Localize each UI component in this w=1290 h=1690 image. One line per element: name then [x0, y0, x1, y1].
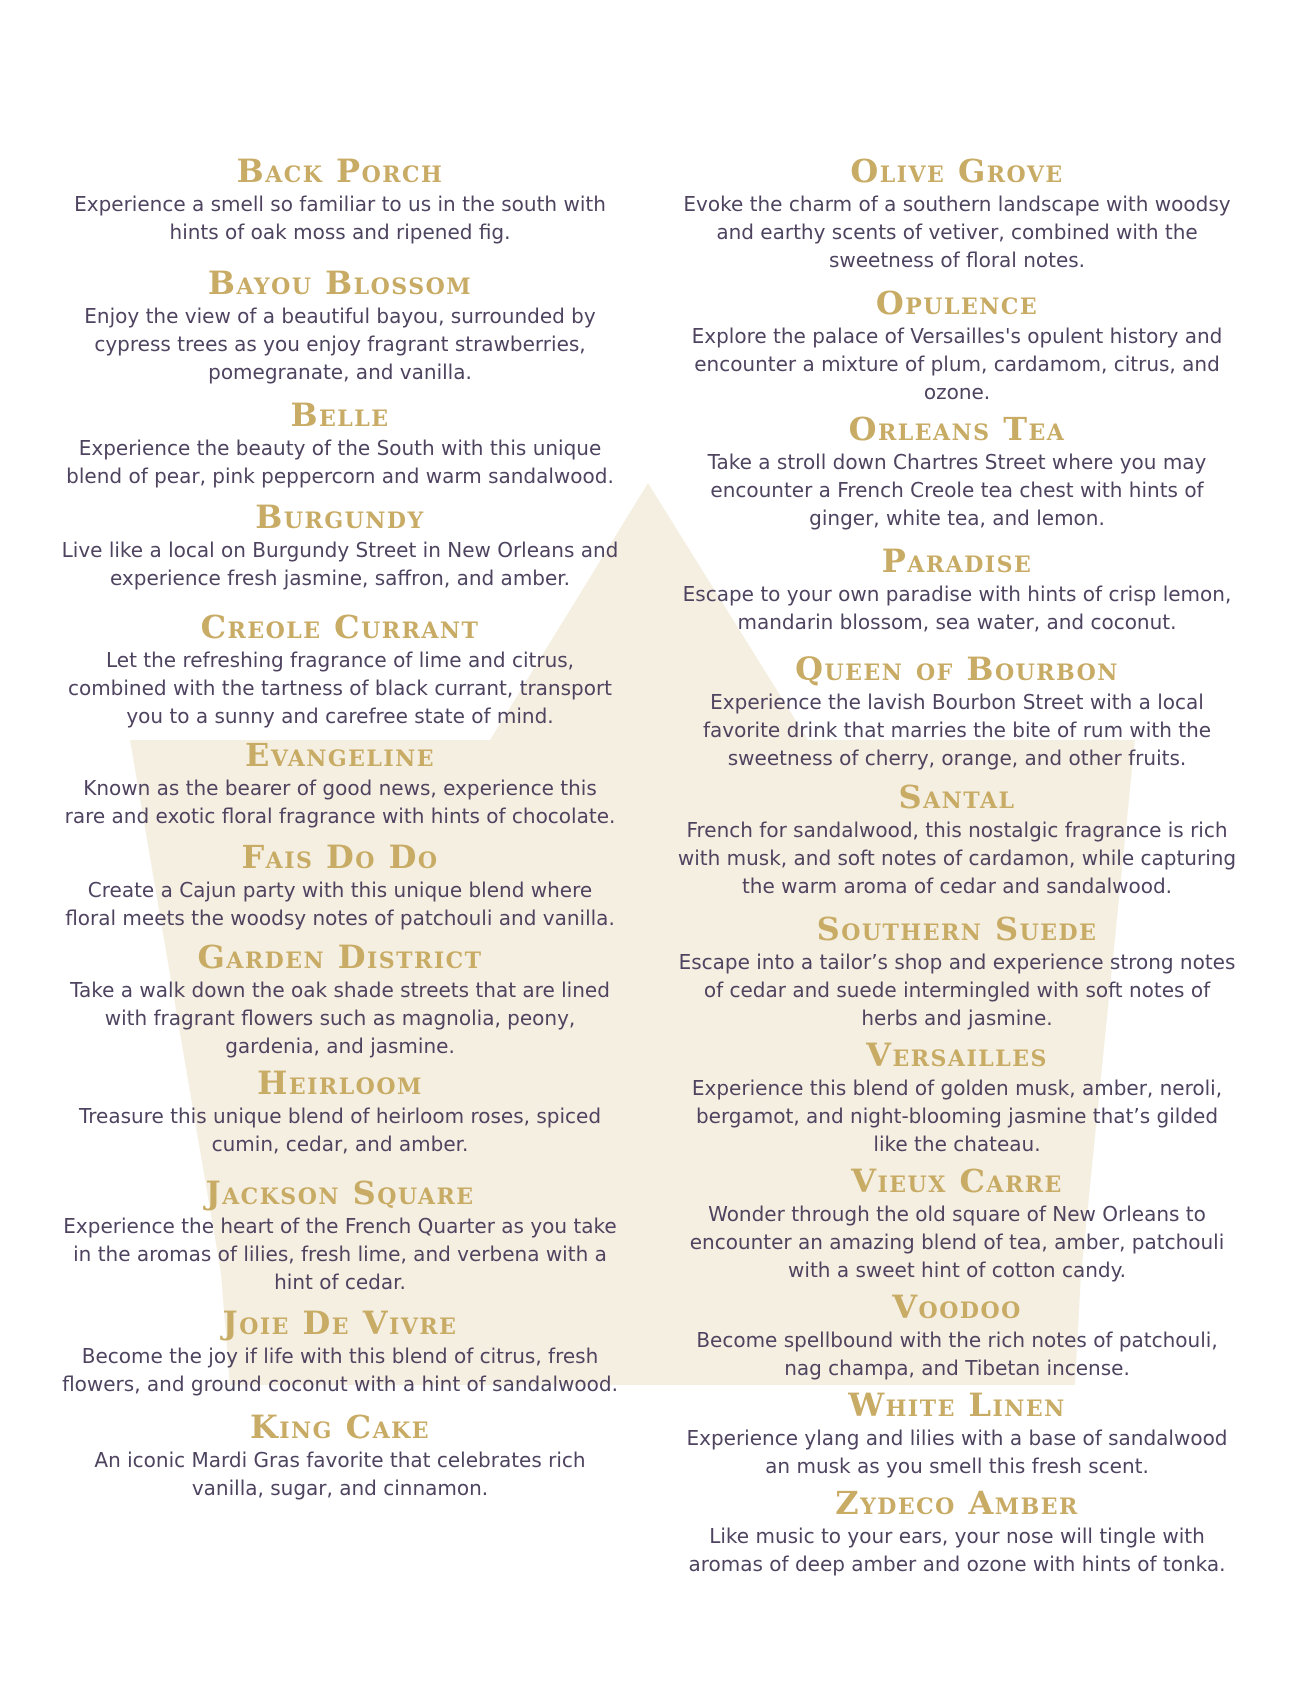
fragrance-item	[677, 1036, 1237, 1158]
fragrance-name: Bayou Blossom	[207, 264, 473, 302]
fragrance-description: Experience ylang and lilies with a base of sandalwood an musk as you smell this fresh scent.	[686, 1426, 1228, 1478]
fragrance-description: Become the joy if life with this blend of citrus, fresh flowers, and ground coconut with a hint of sandalwood.	[62, 1344, 618, 1396]
fragrance-description: Enjoy the view of a beautiful bayou, surrounded by cypress trees as you enjoy fragrant strawberries, pomegranate, and vanilla.	[84, 304, 596, 384]
fragrance-description: Escape to your own paradise with hints of crisp lemon, mandarin blossom, sea water, and coconut.	[682, 582, 1232, 634]
fragrance-item	[677, 1162, 1237, 1284]
fragrance-description: French for sandalwood, this nostalgic fragrance is rich with musk, and soft notes of cardamon, while capturing the warm aroma of cedar and sandalwood.	[677, 818, 1237, 898]
fragrance-name: Vieux Carre	[851, 1162, 1063, 1200]
fragrance-item	[60, 264, 620, 386]
fragrance-item	[60, 498, 620, 592]
fragrance-name: King Cake	[249, 1408, 431, 1446]
fragrance-name: Queen of Bourbon	[795, 650, 1119, 688]
fragrance-name: Fais Do Do	[241, 838, 439, 876]
fragrance-item	[60, 1408, 620, 1502]
fragrance-name: White Linen	[848, 1386, 1066, 1424]
fragrance-name: Burgundy	[255, 498, 425, 536]
fragrance-name: Southern Suede	[816, 910, 1098, 948]
left-fragrance-column	[60, 152, 620, 1502]
fragrance-item	[677, 284, 1237, 406]
fragrance-name: Paradise	[881, 542, 1033, 580]
fragrance-item	[60, 608, 620, 730]
fragrance-description: Evoke the charm of a southern landscape with woodsy and earthy scents of vetiver, combined with the sweetness of floral notes.	[683, 192, 1231, 272]
fragrance-item	[677, 1386, 1237, 1480]
fragrance-name: Evangeline	[244, 736, 436, 774]
fragrance-name: Orleans Tea	[848, 410, 1066, 448]
fragrance-name: Versailles	[866, 1036, 1048, 1074]
fragrance-description: Like music to your ears, your nose will tingle with aromas of deep amber and ozone with hints of tonka.	[688, 1524, 1226, 1576]
fragrance-item	[60, 736, 620, 830]
fragrance-description: Take a stroll down Chartres Street where you may encounter a French Creole tea chest with hints of ginger, white tea, and lemon.	[707, 450, 1207, 530]
fragrance-description: Known as the bearer of good news, experience this rare and exotic floral fragrance with hints of chocolate.	[64, 776, 616, 828]
fragrance-description: Become spellbound with the rich notes of patchouli, nag champa, and Tibetan incense.	[696, 1328, 1218, 1380]
fragrance-description: Explore the palace of Versailles's opulent history and encounter a mixture of plum, cardamom, citrus, and ozone.	[691, 324, 1223, 404]
fragrance-item	[60, 1174, 620, 1296]
fragrance-name: Joie De Vivre	[222, 1304, 458, 1342]
fragrance-description: Live like a local on Burgundy Street in New Orleans and experience fresh jasmine, saffron, and amber.	[61, 538, 619, 590]
fragrance-item	[677, 410, 1237, 532]
fragrance-description: Experience the lavish Bourbon Street with a local favorite drink that marries the bite of rum with the sweetness of cherry, orange, and other fruits.	[702, 690, 1212, 770]
right-fragrance-column	[677, 152, 1237, 1578]
fragrance-item	[60, 938, 620, 1060]
fragrance-item	[60, 1064, 620, 1158]
fragrance-description: An iconic Mardi Gras favorite that celebrates rich vanilla, sugar, and cinnamon.	[94, 1448, 586, 1500]
fragrance-item	[677, 650, 1237, 772]
fragrance-item	[60, 396, 620, 490]
fragrance-item	[60, 838, 620, 932]
fragrance-item	[60, 1304, 620, 1398]
fragrance-description: Wonder through the old square of New Orleans to encounter an amazing blend of tea, amber, patchouli with a sweet hint of cotton candy.	[689, 1202, 1225, 1282]
fragrance-description: Create a Cajun party with this unique blend where floral meets the woodsy notes of patchouli and vanilla.	[65, 878, 615, 930]
fragrance-item	[677, 152, 1237, 274]
fragrance-name: Garden District	[197, 938, 483, 976]
fragrance-description: Experience the heart of the French Quarter as you take in the aromas of lilies, fresh lime, and verbena with a hint of cedar.	[63, 1214, 617, 1294]
fragrance-name: Voodoo	[892, 1288, 1022, 1326]
fragrance-name: Creole Currant	[200, 608, 480, 646]
fragrance-description: Experience the beauty of the South with this unique blend of pear, pink peppercorn and warm sandalwood.	[66, 436, 614, 488]
fragrance-item	[677, 1288, 1237, 1382]
fragrance-name: Jackson Square	[205, 1174, 475, 1212]
fragrance-name: Opulence	[875, 284, 1039, 322]
fragrance-name: Heirloom	[257, 1064, 423, 1102]
fragrance-description: Experience this blend of golden musk, amber, neroli, bergamot, and night-blooming jasmine that’s gilded like the chateau.	[691, 1076, 1223, 1156]
fragrance-item	[677, 542, 1237, 636]
fragrance-description: Escape into a tailor’s shop and experience strong notes of cedar and suede intermingled with soft notes of herbs and jasmine.	[678, 950, 1236, 1030]
fragrance-description: Treasure this unique blend of heirloom roses, spiced cumin, cedar, and amber.	[78, 1104, 602, 1156]
fragrance-name: Zydeco Amber	[835, 1484, 1079, 1522]
fragrance-name: Olive Grove	[850, 152, 1064, 190]
fragrance-description: Take a walk down the oak shade streets that are lined with fragrant flowers such as magnolia, peony, gardenia, and jasmine.	[70, 978, 610, 1058]
fragrance-description: Let the refreshing fragrance of lime and citrus, combined with the tartness of black currant, transport you to a sunny and carefree state of mind.	[67, 648, 613, 728]
fragrance-name: Santal	[898, 778, 1016, 816]
fragrance-item	[677, 910, 1237, 1032]
fragrance-description: Experience a smell so familiar to us in the south with hints of oak moss and ripened fig.	[74, 192, 606, 244]
fragrance-item	[677, 778, 1237, 900]
fragrance-name: Back Porch	[236, 152, 444, 190]
fragrance-name: Belle	[290, 396, 390, 434]
fragrance-item	[677, 1484, 1237, 1578]
fragrance-item	[60, 152, 620, 246]
